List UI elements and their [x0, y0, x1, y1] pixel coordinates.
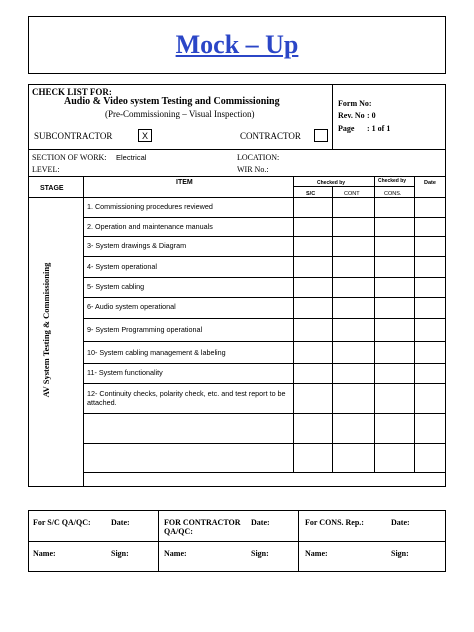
header-row-line	[28, 149, 446, 150]
table-row-line	[83, 318, 446, 319]
sc-column-header: S/C	[306, 191, 316, 197]
checklist-item: 11- System functionality	[87, 368, 163, 377]
sc-date-label: Date:	[111, 518, 130, 527]
checklist-subtitle: (Pre-Commissioning – Visual Inspection)	[105, 109, 255, 119]
checked-by-header: Checked by	[317, 180, 346, 186]
signoff-divider	[28, 541, 446, 542]
contractor-name-label: Name:	[164, 549, 187, 558]
mockup-title-box	[28, 16, 446, 74]
stage-header: STAGE	[40, 185, 64, 192]
checklist-item: 2. Operation and maintenance manuals	[87, 222, 213, 231]
rev-no-label: Rev. No	[338, 111, 365, 120]
table-row-line	[83, 297, 446, 298]
table-bottom-line	[83, 472, 446, 473]
checked-by-subline	[293, 186, 414, 187]
item-col-line	[293, 176, 294, 472]
date-header: Date	[424, 180, 436, 186]
signoff-col-line	[158, 510, 159, 572]
table-row-line	[83, 341, 446, 342]
checklist-for-label: CHECK LIST FOR:	[32, 87, 112, 97]
cons-column-header: CONS.	[384, 191, 402, 197]
contractor-sign-label: Sign:	[251, 549, 269, 558]
cons-sign-label: Sign:	[391, 549, 409, 558]
checklist-main-title: Audio & Video system Testing and Commissioning	[64, 96, 280, 107]
level-label: LEVEL:	[32, 165, 60, 174]
location-label: LOCATION:	[237, 153, 280, 162]
cons-date-label: Date:	[391, 518, 410, 527]
table-row-line	[83, 383, 446, 384]
checklist-item: 3- System drawings & Diagram	[87, 241, 187, 250]
cons-rep-label: For CONS. Rep.:	[305, 518, 364, 527]
checklist-item: 10- System cabling management & labeling	[87, 348, 226, 357]
checklist-item: 9- System Programming operational	[87, 325, 203, 334]
page-label: Page	[338, 124, 355, 133]
wir-no-label: WIR No.:	[237, 165, 269, 174]
checklist-item: 4- System operational	[87, 262, 157, 271]
subcontractor-label: SUBCONTRACTOR	[34, 131, 113, 141]
checklist-item: 12- Continuity checks, polarity check, etc. and test report to be attached.	[87, 389, 286, 407]
table-row-line	[83, 443, 446, 444]
cons-name-label: Name:	[305, 549, 328, 558]
cont-column-header: CONT	[344, 191, 360, 197]
cont-col-line	[374, 176, 375, 472]
checklist-item: 1. Commissioning procedures reviewed	[87, 202, 213, 211]
sc-name-label: Name:	[33, 549, 56, 558]
sc-qaqc-label: For S/C QA/QC:	[33, 518, 91, 527]
contractor-qaqc-label: FOR CONTRACTOR QA/QC:	[164, 518, 241, 536]
checklist-item: 6- Audio system operational	[87, 302, 176, 311]
rev-no-value: : 0	[367, 111, 376, 120]
signoff-col-line	[298, 510, 299, 572]
stage-label: AV System Testing & Commissioning	[41, 262, 51, 398]
table-row-line	[83, 217, 446, 218]
table-row-line	[83, 363, 446, 364]
page-value: : 1 of 1	[367, 124, 391, 133]
stage-col-line	[83, 176, 84, 487]
header-divider	[332, 84, 333, 149]
cons-col-line	[414, 176, 415, 472]
contractor-label: CONTRACTOR	[240, 131, 301, 141]
contractor-date-label: Date:	[251, 518, 270, 527]
sc-col-line	[332, 186, 333, 472]
contractor-checkbox[interactable]	[314, 129, 328, 142]
section-of-work-label: SECTION OF WORK:	[32, 153, 107, 162]
table-row-line	[83, 277, 446, 278]
table-row-line	[83, 256, 446, 257]
form-no-label: Form No:	[338, 99, 372, 108]
checked-by-header-cons: Checked by	[378, 178, 407, 184]
item-header: ITEM	[176, 179, 193, 186]
mockup-title: Mock – Up	[175, 30, 299, 59]
table-row-line	[83, 236, 446, 237]
sc-sign-label: Sign:	[111, 549, 129, 558]
checklist-item: 5- System cabling	[87, 282, 145, 291]
subcontractor-checkbox[interactable]: X	[138, 129, 152, 142]
table-row-line	[83, 413, 446, 414]
section-of-work-value: Electrical	[116, 153, 147, 162]
